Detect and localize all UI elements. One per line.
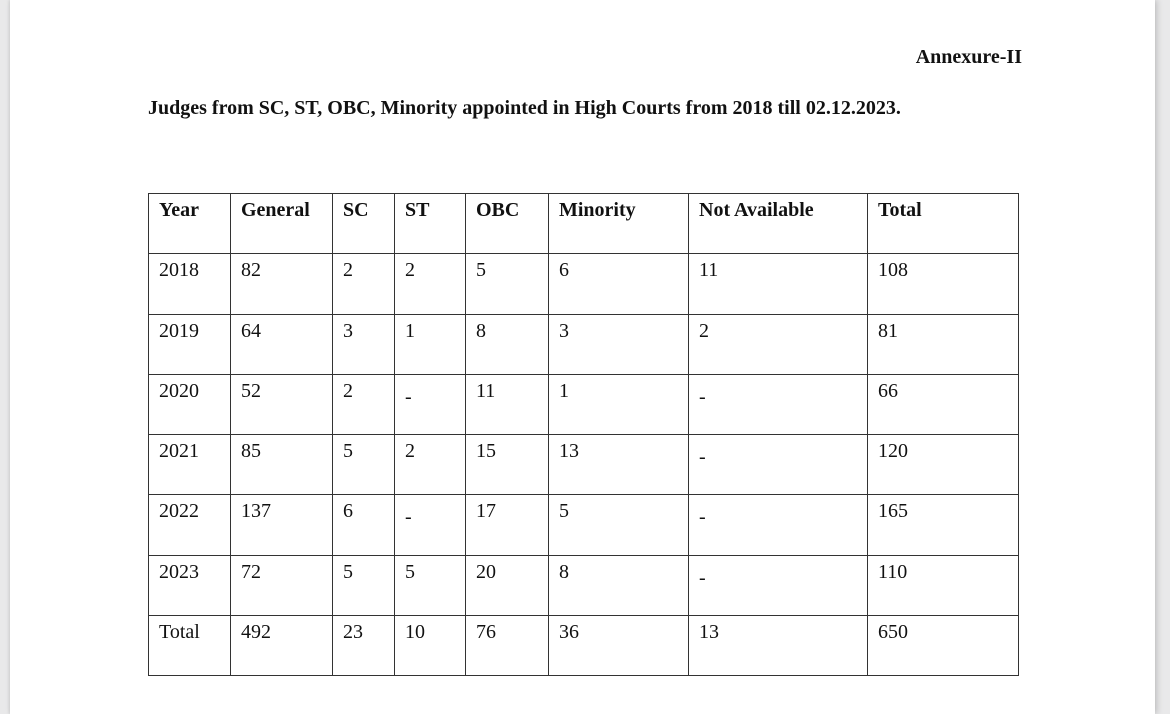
table-cell: 2 (395, 435, 466, 495)
table-row (149, 555, 1019, 615)
annexure-label: Annexure-II (915, 46, 1022, 68)
total-cell: 492 (231, 616, 333, 676)
table-cell: 15 (466, 435, 549, 495)
totals-label-cell: Total (149, 616, 231, 676)
table-cell (689, 435, 868, 495)
table-cell (395, 374, 466, 434)
table-cell: 11 (466, 374, 549, 434)
dash-value: - (699, 446, 706, 469)
dash-value: - (405, 506, 412, 529)
header-cell: Not Available (689, 194, 868, 254)
table-cell: 3 (549, 314, 689, 374)
table-cell: 2022 (149, 495, 231, 555)
grand-total-cell: 650 (868, 616, 1019, 676)
table-cell: 1 (395, 314, 466, 374)
table-cell: 8 (466, 314, 549, 374)
table-cell (689, 555, 868, 615)
row-total-cell: 120 (868, 435, 1019, 495)
table-cell: 2021 (149, 435, 231, 495)
table-cell: 6 (549, 254, 689, 314)
table-cell: 2 (333, 374, 395, 434)
table-cell: 2019 (149, 314, 231, 374)
table-cell: 2 (333, 254, 395, 314)
row-total-cell: 165 (868, 495, 1019, 555)
dash-value: - (699, 506, 706, 529)
table-row (149, 254, 1019, 314)
table-cell: 6 (333, 495, 395, 555)
table-cell: 82 (231, 254, 333, 314)
row-total-cell: 66 (868, 374, 1019, 434)
dash-value: - (699, 566, 706, 589)
total-cell: 76 (466, 616, 549, 676)
header-cell: SC (333, 194, 395, 254)
table-cell: 17 (466, 495, 549, 555)
header-cell: Minority (549, 194, 689, 254)
table-cell: 5 (395, 555, 466, 615)
table-cell: 8 (549, 555, 689, 615)
table-cell: 64 (231, 314, 333, 374)
total-cell: 13 (689, 616, 868, 676)
dash-value: - (699, 385, 706, 408)
table-cell: 2023 (149, 555, 231, 615)
table-cell: 85 (231, 435, 333, 495)
total-cell: 23 (333, 616, 395, 676)
header-cell: General (231, 194, 333, 254)
row-total-cell: 108 (868, 254, 1019, 314)
table-totals-row (149, 616, 1019, 676)
row-total-cell: 81 (868, 314, 1019, 374)
document-title: Judges from SC, ST, OBC, Minority appointed in High Courts from 2018 till 02.12.2023. (148, 97, 901, 119)
header-cell: OBC (466, 194, 549, 254)
table-row (149, 435, 1019, 495)
table-row (149, 374, 1019, 434)
table-cell: 5 (333, 435, 395, 495)
header-cell: Year (149, 194, 231, 254)
table-header-row (149, 194, 1019, 254)
header-cell: ST (395, 194, 466, 254)
dash-value: - (405, 385, 412, 408)
table-cell (395, 495, 466, 555)
total-cell: 36 (549, 616, 689, 676)
table-cell: 1 (549, 374, 689, 434)
table-row (149, 495, 1019, 555)
table-cell (689, 374, 868, 434)
table-cell: 2 (395, 254, 466, 314)
total-cell: 10 (395, 616, 466, 676)
document-page (10, 0, 1155, 714)
table-cell: 5 (549, 495, 689, 555)
table-cell: 11 (689, 254, 868, 314)
table-cell (689, 495, 868, 555)
table-cell: 2020 (149, 374, 231, 434)
table-cell: 137 (231, 495, 333, 555)
table-cell: 5 (333, 555, 395, 615)
table-cell: 72 (231, 555, 333, 615)
table-row (149, 314, 1019, 374)
header-cell: Total (868, 194, 1019, 254)
table-cell: 5 (466, 254, 549, 314)
row-total-cell: 110 (868, 555, 1019, 615)
judges-table (148, 193, 1019, 676)
table-cell: 2018 (149, 254, 231, 314)
table-cell: 2 (689, 314, 868, 374)
table-cell: 20 (466, 555, 549, 615)
table-cell: 3 (333, 314, 395, 374)
table-cell: 52 (231, 374, 333, 434)
table-cell: 13 (549, 435, 689, 495)
